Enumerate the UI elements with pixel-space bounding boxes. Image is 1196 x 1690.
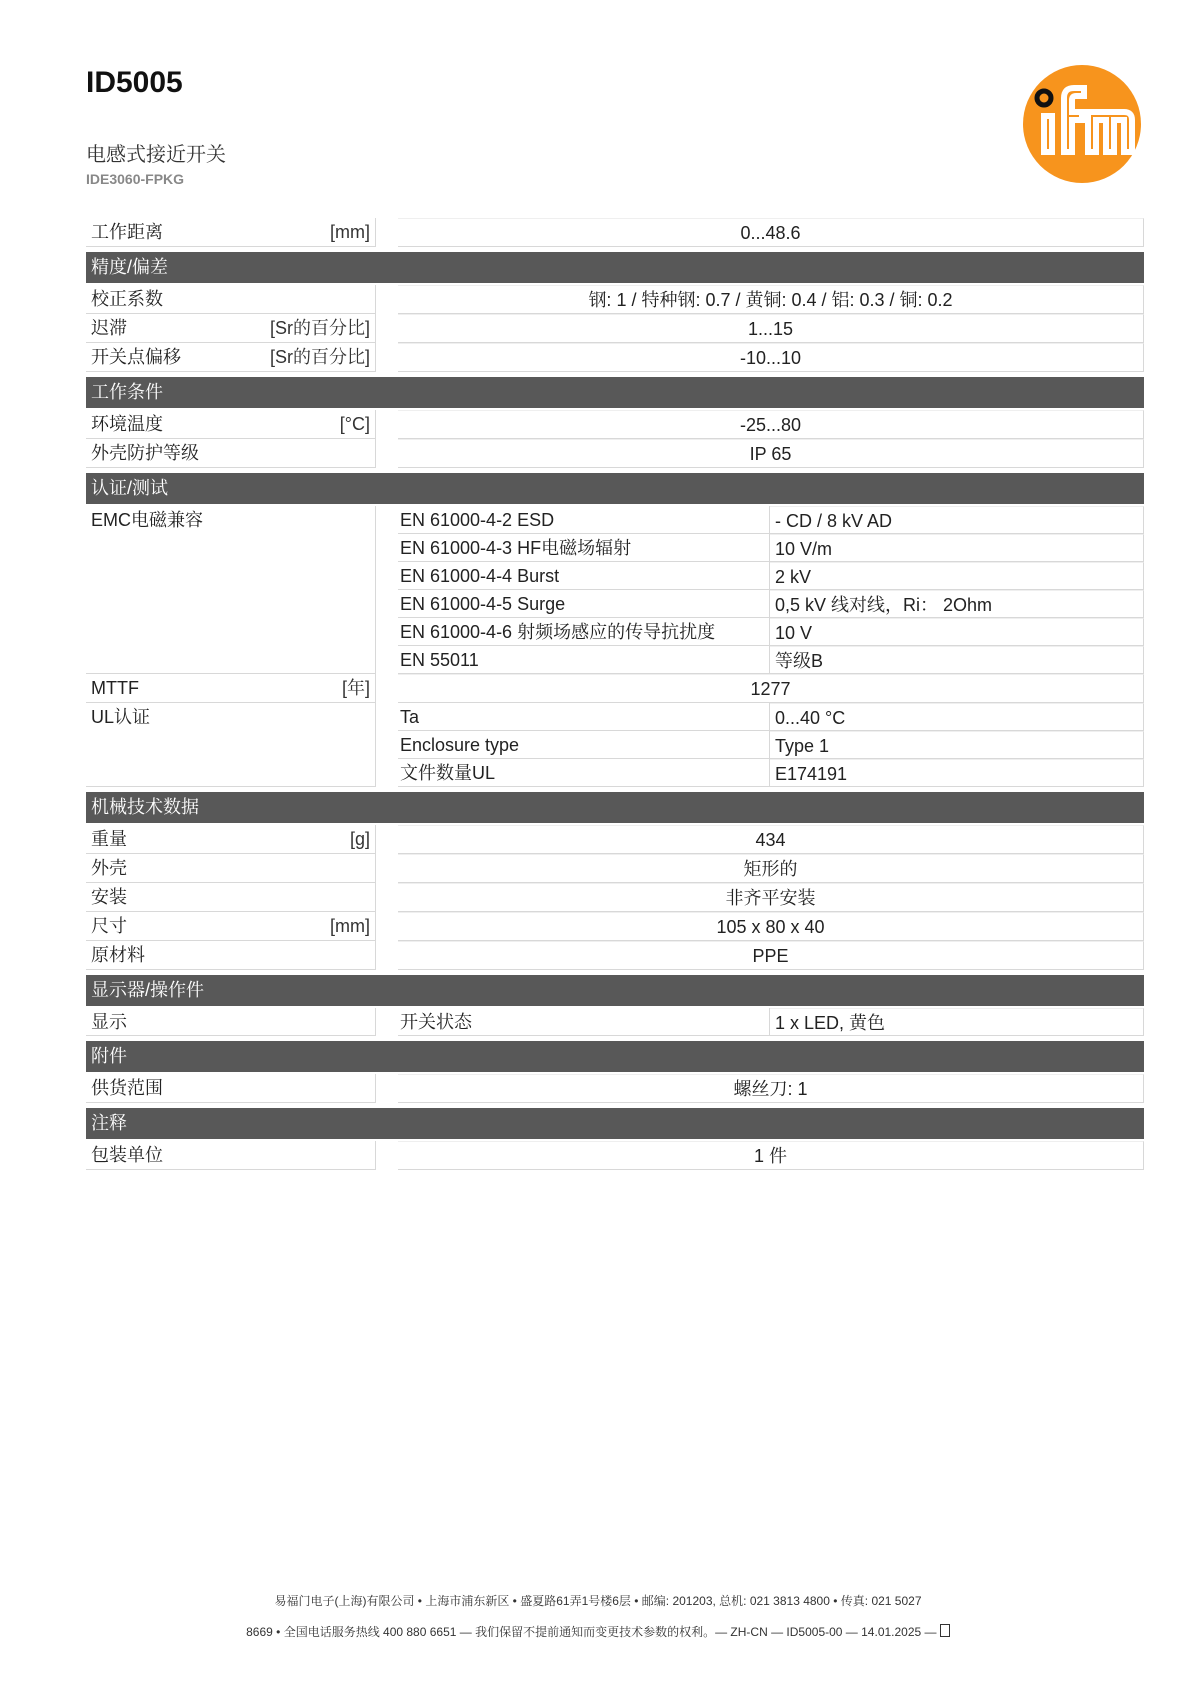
spec-subrow — [398, 759, 1144, 787]
spec-value: 105 x 80 x 40 — [398, 912, 1144, 941]
footer-address: 易福门电子(上海)有限公司 • 上海市浦东新区 • 盛夏路61弄1号楼6层 • 邮编: 201203, 总机: 021 3813 4800 • 传真: 021 5027 — [274, 1594, 922, 1608]
spec-label-cell — [86, 218, 376, 247]
spec-subtable — [398, 506, 1144, 674]
section-header: 显示器/操作件 — [86, 975, 1144, 1006]
product-type-subtitle: 电感式接近开关 — [86, 144, 226, 166]
spec-subrow — [398, 1008, 1144, 1036]
spec-label-cell — [86, 912, 376, 941]
spec-sub-key: EN 61000-4-3 HF电磁场辐射 — [398, 534, 770, 562]
spec-label-cell — [86, 854, 376, 883]
spec-label-cell — [86, 439, 376, 468]
spec-value: 1 件 — [398, 1141, 1144, 1170]
spec-sub-key: Enclosure type — [398, 731, 770, 759]
spec-subrow — [398, 646, 1144, 674]
spec-label: 校正系数 — [91, 289, 163, 309]
spec-sub-value: 10 V/m — [770, 534, 1144, 562]
spec-label-cell — [86, 410, 376, 439]
spec-row — [86, 439, 1144, 468]
spec-subrow — [398, 534, 1144, 562]
spec-label: 环境温度 — [91, 414, 163, 434]
spec-unit: [°C] — [339, 414, 370, 434]
section-header: 认证/测试 — [86, 473, 1144, 504]
spec-sub-value: 1 x LED, 黄色 — [770, 1008, 1144, 1036]
spec-sub-key: EN 61000-4-4 Burst — [398, 562, 770, 590]
spec-label-cell — [86, 941, 376, 970]
spec-sub-value: 等级B — [770, 646, 1144, 674]
spec-row — [86, 703, 1144, 787]
spec-value: -10...10 — [398, 343, 1144, 372]
spec-value: 434 — [398, 825, 1144, 854]
spec-label-cell — [86, 506, 376, 674]
article-code: IDE3060-FPKG — [86, 171, 185, 187]
spec-row — [86, 1008, 1144, 1036]
spec-unit: [mm] — [330, 222, 370, 242]
spec-value: 矩形的 — [398, 854, 1144, 883]
spec-label: 包装单位 — [91, 1145, 163, 1165]
spec-unit: [mm] — [330, 916, 370, 936]
section-header: 附件 — [86, 1041, 1144, 1072]
spec-label-cell — [86, 883, 376, 912]
spec-label-cell — [86, 674, 376, 703]
spec-label-cell — [86, 703, 376, 787]
spec-sub-value: E174191 — [770, 759, 1144, 787]
spec-row — [86, 1141, 1144, 1170]
spec-label: 显示 — [91, 1012, 127, 1032]
spec-label-cell — [86, 1141, 376, 1170]
spec-row — [86, 854, 1144, 883]
spec-row — [86, 825, 1144, 854]
section-header: 工作条件 — [86, 377, 1144, 408]
spec-label: 工作距离 — [91, 222, 163, 242]
spec-sub-key: EN 61000-4-2 ESD — [398, 506, 770, 534]
spec-sub-key: 文件数量UL — [398, 759, 770, 787]
spec-label-cell — [86, 343, 376, 372]
spec-subrow — [398, 618, 1144, 646]
spec-table — [86, 218, 1144, 1170]
spec-label: 原材料 — [91, 945, 145, 965]
spec-label-cell — [86, 285, 376, 314]
section-header: 注释 — [86, 1108, 1144, 1139]
spec-subrow — [398, 562, 1144, 590]
spec-subrow — [398, 590, 1144, 618]
ifm-logo-icon — [1022, 64, 1142, 184]
spec-subtable — [398, 703, 1144, 787]
spec-value: 钢: 1 / 特种钢: 0.7 / 黄铜: 0.4 / 铝: 0.3 / 铜: 0.2 — [398, 285, 1144, 314]
spec-sub-key: EN 61000-4-5 Surge — [398, 590, 770, 618]
spec-row — [86, 314, 1144, 343]
spec-value: PPE — [398, 941, 1144, 970]
spec-subtable — [398, 1008, 1144, 1036]
spec-label: MTTF — [91, 678, 139, 698]
spec-label: 迟滞 — [91, 318, 127, 338]
spec-value: 非齐平安装 — [398, 883, 1144, 912]
spec-subrow — [398, 731, 1144, 759]
spec-sub-key: 开关状态 — [398, 1008, 770, 1036]
spec-label-cell — [86, 825, 376, 854]
spec-sub-value: 0...40 °C — [770, 703, 1144, 731]
spec-label: 开关点偏移 — [91, 347, 181, 367]
section-header: 精度/偏差 — [86, 252, 1144, 283]
spec-unit: [Sr的百分比] — [269, 318, 370, 338]
spec-sub-value: Type 1 — [770, 731, 1144, 759]
spec-value: -25...80 — [398, 410, 1144, 439]
spec-sub-key: EN 61000-4-6 射频场感应的传导抗扰度 — [398, 618, 770, 646]
spec-row — [86, 343, 1144, 372]
spec-row — [86, 912, 1144, 941]
spec-sub-value: 2 kV — [770, 562, 1144, 590]
spec-row — [86, 285, 1144, 314]
footer-legal — [0, 1623, 1196, 1640]
spec-label: UL认证 — [91, 707, 151, 727]
spec-row — [86, 941, 1144, 970]
spec-row — [86, 506, 1144, 674]
spec-row — [86, 218, 1144, 247]
spec-label: 外壳防护等级 — [91, 443, 199, 463]
spec-label: 重量 — [91, 829, 127, 849]
spec-value: IP 65 — [398, 439, 1144, 468]
spec-value: 螺丝刀: 1 — [398, 1074, 1144, 1103]
spec-row — [86, 883, 1144, 912]
spec-label-cell — [86, 1008, 376, 1036]
spec-label: 供货范围 — [91, 1078, 163, 1098]
spec-value: 1...15 — [398, 314, 1144, 343]
spec-sub-key: Ta — [398, 703, 770, 731]
spec-unit: [g] — [349, 829, 370, 849]
document-icon — [940, 1624, 950, 1637]
footer-legal-text: 8669 • 全国电话服务热线 400 880 6651 — 我们保留不提前通知而变更技术参数的权利。— ZH-CN — ID5005-00 — 14.01.2025 — — [246, 1625, 940, 1639]
spec-row — [86, 1074, 1144, 1103]
spec-label: 安装 — [91, 887, 127, 907]
spec-label: EMC电磁兼容 — [91, 510, 203, 530]
spec-sub-value: 0,5 kV 线对线，Ri： 2Ohm — [770, 590, 1144, 618]
spec-unit: [年] — [341, 678, 370, 698]
spec-sub-key: EN 55011 — [398, 646, 770, 674]
spec-value: 1277 — [398, 674, 1144, 703]
spec-sub-value: 10 V — [770, 618, 1144, 646]
spec-subrow — [398, 506, 1144, 534]
spec-label-cell — [86, 314, 376, 343]
spec-row — [86, 410, 1144, 439]
section-header: 机械技术数据 — [86, 792, 1144, 823]
spec-value: 0...48.6 — [398, 218, 1144, 247]
product-id-title: ID5005 — [86, 66, 183, 99]
spec-label: 外壳 — [91, 858, 127, 878]
spec-label-cell — [86, 1074, 376, 1103]
spec-row — [86, 674, 1144, 703]
spec-unit: [Sr的百分比] — [269, 347, 370, 367]
spec-subrow — [398, 703, 1144, 731]
spec-sub-value: - CD / 8 kV AD — [770, 506, 1144, 534]
spec-label: 尺寸 — [91, 916, 127, 936]
